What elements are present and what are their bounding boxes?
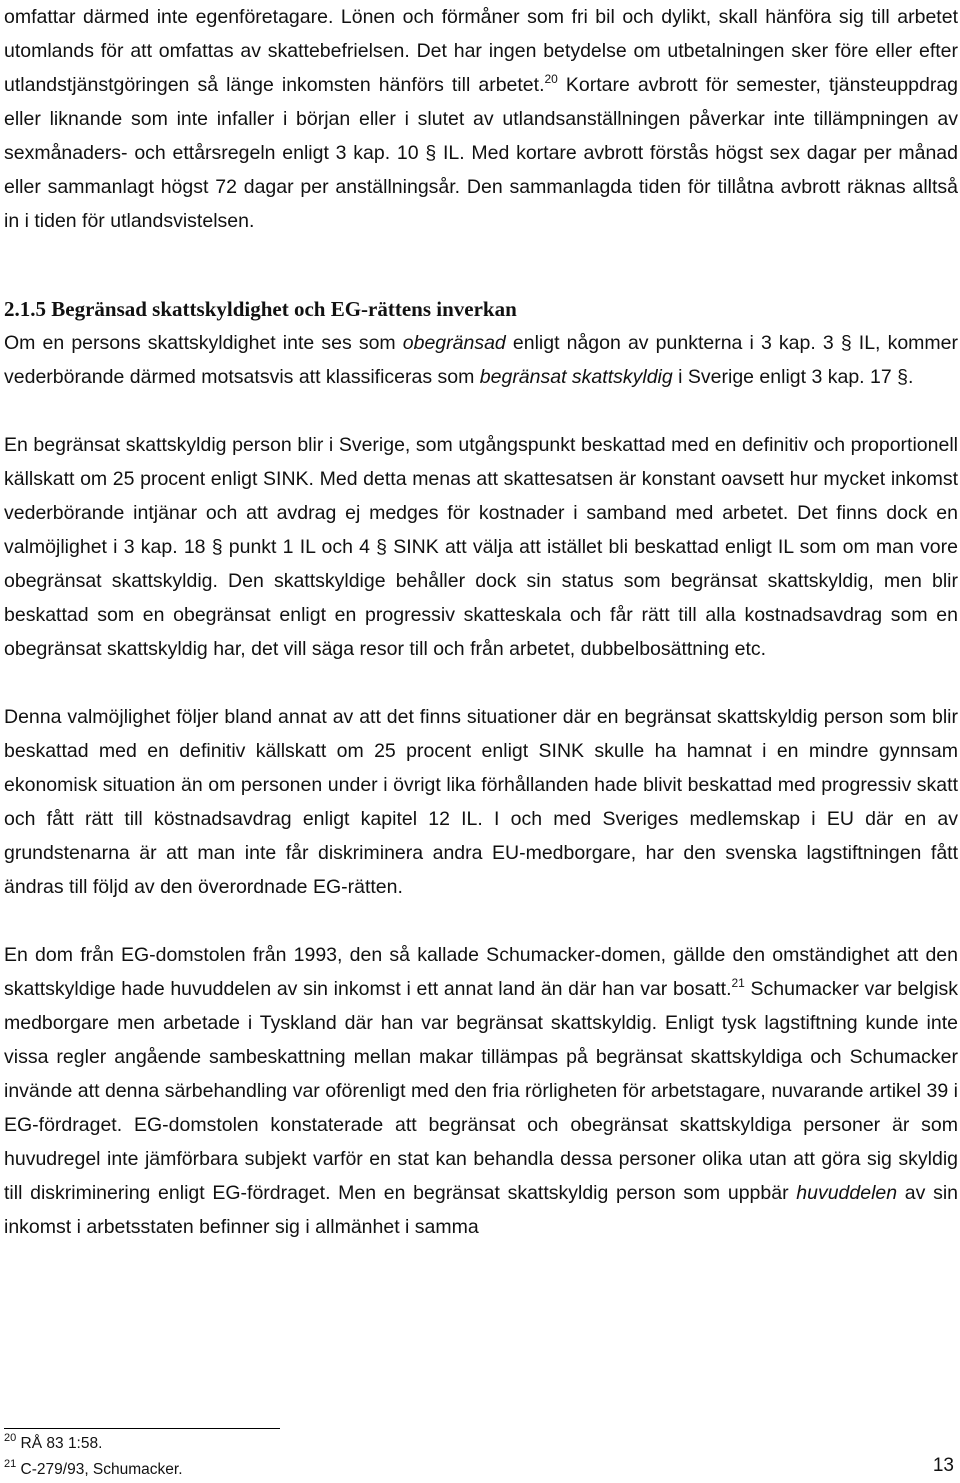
footnote-ref[interactable]: 20 xyxy=(544,72,558,86)
footnote-text: C-279/93, Schumacker. xyxy=(16,1461,183,1478)
emphasis-text: begränsat skattskyldig xyxy=(479,366,673,388)
footnote-divider xyxy=(4,1428,280,1429)
paragraph xyxy=(4,0,958,238)
paragraph-text: av sin inkomst i arbetsstaten befinner sig i allmänhet i samma xyxy=(4,1182,958,1238)
paragraph: En begränsat skattskyldig person blir i Sverige, som utgångspunkt beskattad med en definitiv och proportionell källskatt om 25 procent enligt SINK. Med detta menas att skattesatsen är konstant oavsett hur mycket inkomst vederbörande intjänar och att avdrag ej medges för kostnader i samband med arbetet. Det finns dock en valmöjlighet i 3 kap. 18 § punkt 1 IL och 4 § SINK att välja att istället bli beskattad enligt IL som om man vore obegränsat skattskyldig. Den skattskyldige behåller dock sin status som begränsat skattskyldig, men blir beskattad som en obegränsat enligt en progressiv skatteskala och får rätt till alla kostnadsavdrag som en obegränsat skattskyldig har, det vill säga resor till och från arbetet, dubbelbosättning etc. xyxy=(4,434,958,660)
footnote-number: 20 xyxy=(4,1432,17,1444)
paragraph-text: Schumacker var belgisk medborgare men arbetade i Tyskland där han var begränsat skattskyldig. Enligt tysk lagstiftning kunde inte vissa regler angående sambeskattning mellan makar tillämpas på begränsat skattskyldiga och Schumacker invände att denna särbehandling var oförenligt med den fria rörligheten för arbetstagare, nuvarande artikel 39 i EG-fördraget. EG-domstolen konstaterade att begränsat och obegränsat skattskyldiga personer är som huvudregel inte jämförbara subjekt varför en stat kan behandla dessa personer olika utan att göra sig skyldig till diskriminering enligt EG-fördraget. Men en begränsat skattskyldig person som uppbär xyxy=(4,978,958,1204)
paragraph-text: enligt någon av punkterna i 3 kap. 3 § IL, kommer vederbörande därmed motsatsvis att klassificeras som xyxy=(4,332,958,388)
paragraph-text: i Sverige enligt 3 kap. 17 §. xyxy=(672,366,914,388)
footnote-ref[interactable]: 21 xyxy=(731,976,745,990)
section-heading: 2.1.5 Begränsad skattskyldighet och EG-rättens inverkan xyxy=(4,297,517,321)
paragraph: Denna valmöjlighet följer bland annat av att det finns situationer där en begränsat skattskyldig person som blir beskattad med en definitiv källskatt om 25 procent enligt SINK skulle ha hamnat i en mindre gynnsam ekonomisk situation än om personen under i övrigt lika förhållanden hade blivit beskattad med progressiv skatt och fått rätt till köstnadsavdrag enligt kapitel 12 IL. I och med Sveriges medlemskap i EU där en av grundstenarna är att man inte får diskriminera andra EU-medborgare, har den svenska lagstiftningen fått ändras till följd av den överordnade EG-rätten. xyxy=(4,706,958,898)
footnote xyxy=(4,1431,183,1457)
footnote xyxy=(4,1457,183,1483)
emphasis-text: obegränsad xyxy=(402,332,506,354)
footnote-number: 21 xyxy=(4,1458,17,1470)
emphasis-text: huvuddelen xyxy=(796,1182,898,1204)
footnote-text: RÅ 83 1:58. xyxy=(16,1435,103,1452)
paragraph xyxy=(4,326,958,394)
paragraph xyxy=(4,938,958,1244)
page-number: 13 xyxy=(932,1455,954,1476)
paragraph-text: Kortare avbrott för semester, tjänsteuppdrag eller liknande som inte infaller i början eller i slutet av utlandsanställningen påverkar inte tillämpningen av sexmånaders- och ettårsregeln enligt 3 kap. 10 § IL. Med kortare avbrott förstås högst sex dagar per månad eller sammanlagt högst 72 dagar per anställningsår. Den sammanlagda tiden för tillåtna avbrott räknas alltså in i tiden för utlandsvistelsen. xyxy=(4,74,959,232)
paragraph-text: Om en persons skattskyldighet inte ses som xyxy=(4,332,403,354)
paragraph-text: En dom från EG-domstolen från 1993, den så kallade Schumacker-domen, gällde den omständighet att den skattskyldige hade huvuddelen av sin inkomst i ett annat land än där han var bosatt. xyxy=(4,944,958,1000)
paragraph-text: omfattar därmed inte egenföretagare. Lönen och förmåner som fri bil och dylikt, skall hänföra sig till arbetet utomlands för att omfattas av skattebefrielsen. Det har ingen betydelse om utbetalningen sker före eller efter utlandstjänstgöringen så länge inkomsten hänförs till arbetet. xyxy=(4,6,958,96)
footnotes xyxy=(4,1431,183,1483)
document-body xyxy=(4,0,958,1244)
